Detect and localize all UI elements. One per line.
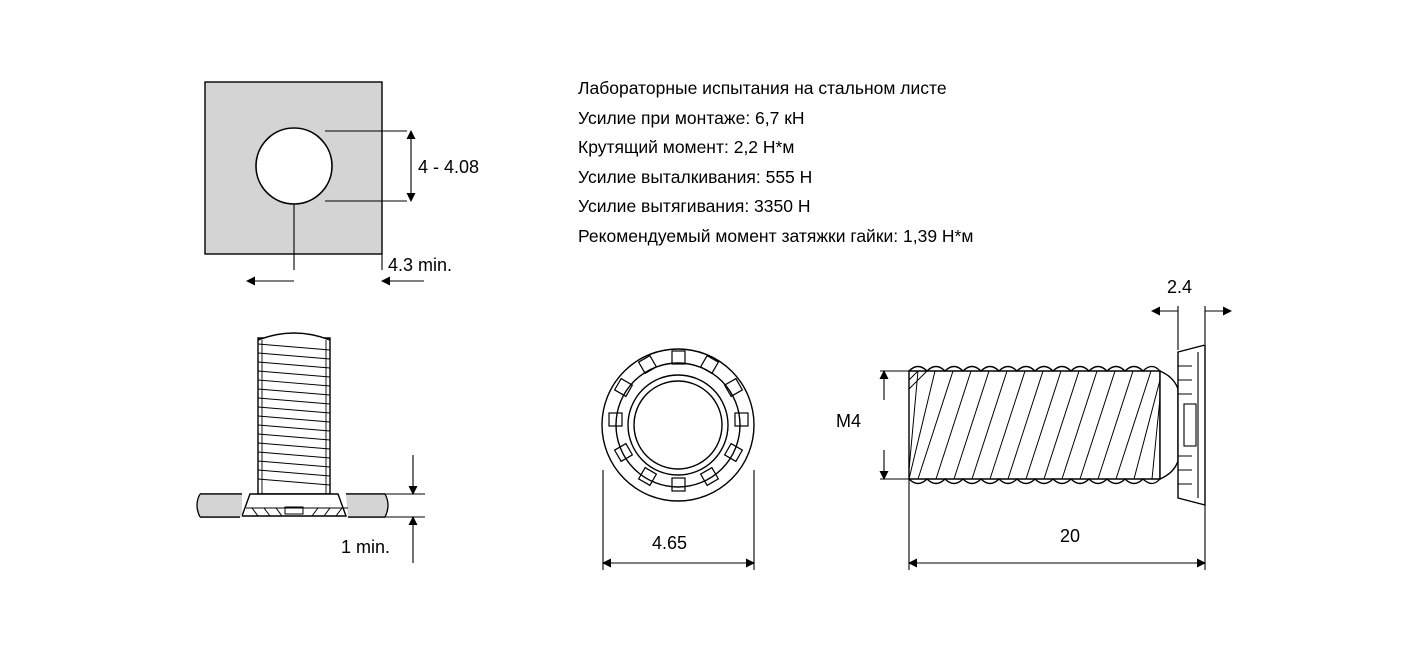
thread-size-label: M4 <box>836 411 862 431</box>
edge-distance-label: 4.3 min. <box>388 255 453 275</box>
spec-line-pushout-force: Усилие выталкивания: 555 Н <box>578 166 813 187</box>
sheet-thickness-dimension <box>385 455 425 563</box>
stud-side-view-installed <box>197 333 388 517</box>
spec-line-pullout-force: Усилие вытягивания: 3350 Н <box>578 196 811 216</box>
head-diameter-dimension <box>603 470 754 570</box>
head-height-label: 2.4 <box>1167 277 1193 297</box>
spec-line-recommended-nut-torque: Рекомендуемый момент затяжки гайки: 1,39 Н*м <box>578 225 974 246</box>
hole-diameter-label: 4 - 4.08 <box>418 157 480 177</box>
length-dimension <box>909 479 1205 570</box>
spec-line-lab-test: Лабораторные испытания на стальном листе <box>578 78 947 98</box>
stud-end-view <box>602 349 754 501</box>
sheet-thickness-label: 1 min. <box>341 537 391 557</box>
head-height-dimension <box>1152 306 1231 350</box>
stud-side-view-full <box>909 345 1205 505</box>
spec-line-torque: Крутящий момент: 2,2 Н*м <box>578 137 795 157</box>
spec-line-installation-force: Усилие при монтаже: 6,7 кН <box>578 107 805 128</box>
length-label: 20 <box>1060 526 1081 546</box>
head-diameter-label: 4.65 <box>652 533 688 553</box>
test-specifications <box>578 74 1138 251</box>
thread-size-dimension <box>880 371 912 479</box>
